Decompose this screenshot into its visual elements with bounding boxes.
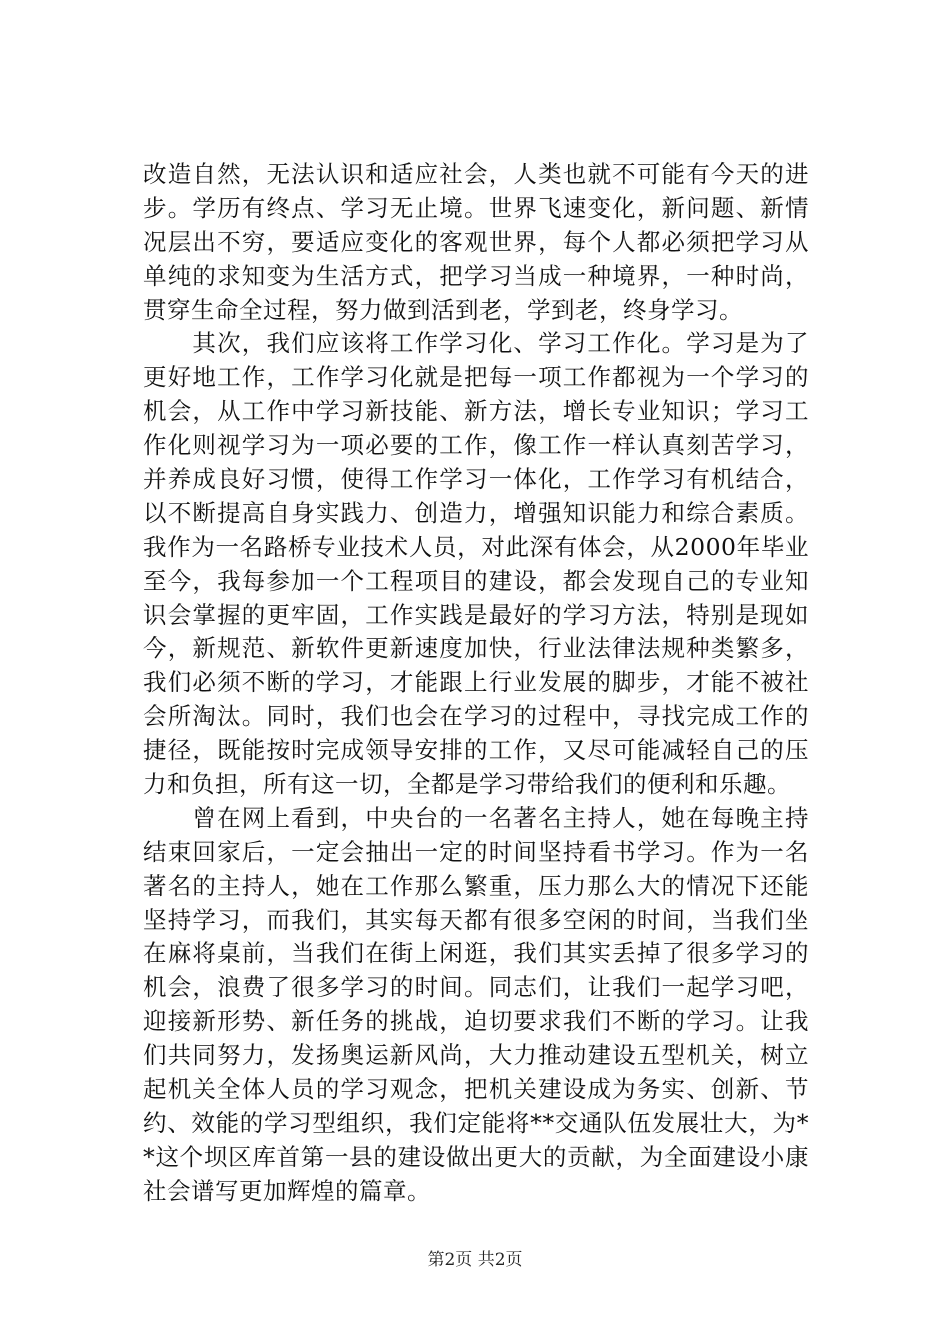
text-line: 著名的主持人，她在工作那么繁重，压力那么大的情况下还能 <box>143 871 809 900</box>
text-line: 会所淘汰。同时，我们也会在学习的过程中，寻找完成工作的 <box>143 702 809 731</box>
body-text <box>143 158 809 1209</box>
text-line: 以不断提高自身实践力、创造力，增强知识能力和综合素质。 <box>143 498 809 527</box>
text-line: 约、效能的学习型组织，我们定能将**交通队伍发展壮大，为* <box>143 1108 809 1137</box>
text-line: 结束回家后，一定会抽出一定的时间坚持看书学习。作为一名 <box>143 837 809 866</box>
text-line: 贯穿生命全过程，努力做到活到老，学到老，终身学习。 <box>143 295 743 324</box>
text-line: 起机关全体人员的学习观念，把机关建设成为务实、创新、节 <box>143 1075 809 1104</box>
text-line: 机会，从工作中学习新技能、新方法，增长专业知识；学习工 <box>143 397 809 426</box>
text-line: 况层出不穷，要适应变化的客观世界，每个人都必须把学习从 <box>143 227 809 256</box>
text-line: *这个坝区库首第一县的建设做出更大的贡献，为全面建设小康 <box>143 1142 809 1171</box>
text-line: 们共同努力，发扬奥运新风尚，大力推动建设五型机关，树立 <box>143 1041 809 1070</box>
text-line: 改造自然，无法认识和适应社会，人类也就不可能有今天的进 <box>143 160 809 188</box>
text-line: 捷径，既能按时完成领导安排的工作，又尽可能减轻自己的压 <box>143 736 809 765</box>
text-line: 力和负担，所有这一切，全都是学习带给我们的便利和乐趣。 <box>143 770 791 799</box>
text-line: 单纯的求知变为生活方式，把学习当成一种境界，一种时尚， <box>143 261 809 290</box>
text-line: 作化则视学习为一项必要的工作，像工作一样认真刻苦学习， <box>143 431 809 460</box>
text-line: 我们必须不断的学习，才能跟上行业发展的脚步，才能不被社 <box>143 668 809 697</box>
text-line: 并养成良好习惯，使得工作学习一体化，工作学习有机结合， <box>143 465 809 494</box>
text-line: 更好地工作，工作学习化就是把每一项工作都视为一个学习的 <box>143 363 809 392</box>
text-line: 曾在网上看到，中央台的一名著名主持人，她在每晚主持 <box>143 803 809 832</box>
text-line: 机会，浪费了很多学习的时间。同志们，让我们一起学习吧， <box>143 973 809 1002</box>
text-line: 识会掌握的更牢固，工作实践是最好的学习方法，特别是现如 <box>143 600 809 629</box>
text-line: 坚持学习，而我们，其实每天都有很多空闲的时间，当我们坐 <box>143 905 809 934</box>
text-line: 至今，我每参加一个工程项目的建设，都会发现自己的专业知 <box>143 566 809 595</box>
text-line: 在麻将桌前，当我们在街上闲逛，我们其实丢掉了很多学习的 <box>143 939 809 968</box>
text-line: 社会谱写更加辉煌的篇章。 <box>143 1176 431 1205</box>
text-line: 我作为一名路桥专业技术人员，对此深有体会，从2000年毕业 <box>143 532 809 561</box>
text-line: 步。学历有终点、学习无止境。世界飞速变化，新问题、新情 <box>143 193 809 222</box>
text-line: 迎接新形势、新任务的挑战，迫切要求我们不断的学习。让我 <box>143 1007 809 1036</box>
text-line: 今，新规范、新软件更新速度加快，行业法律法规种类繁多， <box>143 634 809 663</box>
page-footer: 第2页 共2页 <box>427 1250 523 1270</box>
text-line: 其次，我们应该将工作学习化、学习工作化。学习是为了 <box>143 329 809 358</box>
